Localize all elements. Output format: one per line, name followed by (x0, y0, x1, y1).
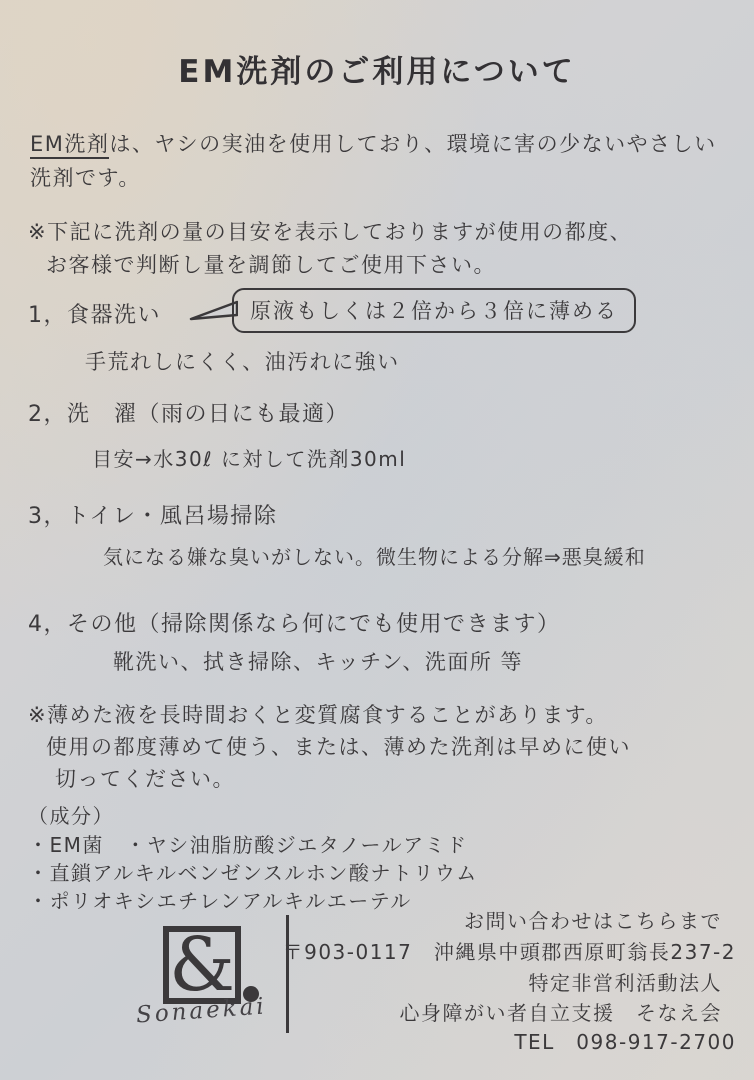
intro-line-1 (30, 128, 717, 158)
item-3-note: 気になる嫌な臭いがしない。微生物による分解⇒悪臭緩和 (103, 545, 646, 569)
ingredient-item-1: ・EM菌 ・ヤシ油脂肪酸ジエタノールアミド (28, 833, 468, 857)
intro-line-2: 洗剤です。 (30, 166, 141, 190)
caution-line-3: 切ってください。 (55, 767, 235, 791)
logo-ampersand: & (169, 924, 235, 1006)
contact-tel: TEL 098-917-2700 (514, 1030, 736, 1054)
ingredients-heading: （成分） (28, 804, 114, 828)
item-2-title: 洗 濯（雨の日にも最適） (67, 402, 350, 427)
contact-address: 〒903-0117 沖縄県中頭郡西原町翁長237-2 (282, 940, 736, 964)
callout-tail-icon (188, 300, 238, 326)
contact-title: お問い合わせはこちらまで (464, 909, 722, 933)
item-1-title: 食器洗い (67, 303, 162, 328)
item-3-number: 3， (28, 504, 67, 529)
item-2-heading (28, 397, 349, 428)
item-1-number: 1， (28, 303, 67, 328)
item-4-heading (28, 607, 561, 638)
contact-org-type: 特定非営利活動法人 (528, 971, 722, 995)
callout-bubble: 原液もしくは２倍から３倍に薄める (232, 288, 636, 333)
item-4-note: 靴洗い、拭き掃除、キッチン、洗面所 等 (113, 650, 524, 674)
item-1-heading (28, 298, 161, 329)
item-3-title: トイレ・風呂場掃除 (67, 504, 278, 529)
item-2-number: 2， (28, 402, 67, 427)
footer-divider (286, 915, 289, 1033)
intro-em-highlight: EM洗剤 (30, 132, 109, 159)
item-1-note: 手荒れしにくく、油汚れに強い (85, 350, 400, 374)
contact-org-name: 心身障がい者自立支援 そなえ会 (399, 1001, 722, 1025)
page-title: EM洗剤のご利用について (178, 54, 576, 90)
item-2-note: 目安→水30ℓ に対して洗剤30ml (92, 447, 407, 471)
usage-notice-line-1: ※下記に洗剤の量の目安を表示しておりますが使用の都度、 (28, 220, 633, 244)
usage-notice-line-2: お客様で判断し量を調節してご使用下さい。 (46, 253, 496, 277)
item-3-heading (28, 499, 277, 530)
item-4-number: 4， (28, 612, 67, 637)
logo-script-text: Sonaekai (135, 993, 268, 1029)
ingredient-item-3: ・ポリオキシエチレンアルキルエーテル (28, 889, 412, 913)
item-4-title: その他（掃除関係なら何にでも使用できます） (67, 612, 561, 637)
caution-line-2: 使用の都度薄めて使う、または、薄めた洗剤は早めに使い (46, 735, 631, 759)
ingredient-item-2: ・直鎖アルキルベンゼンスルホン酸ナトリウム (28, 861, 478, 885)
caution-line-1: ※薄めた液を長時間おくと変質腐食することがあります。 (28, 703, 608, 727)
intro-line-1-rest: は、ヤシの実油を使用しており、環境に害の少ないやさしい (109, 132, 717, 156)
